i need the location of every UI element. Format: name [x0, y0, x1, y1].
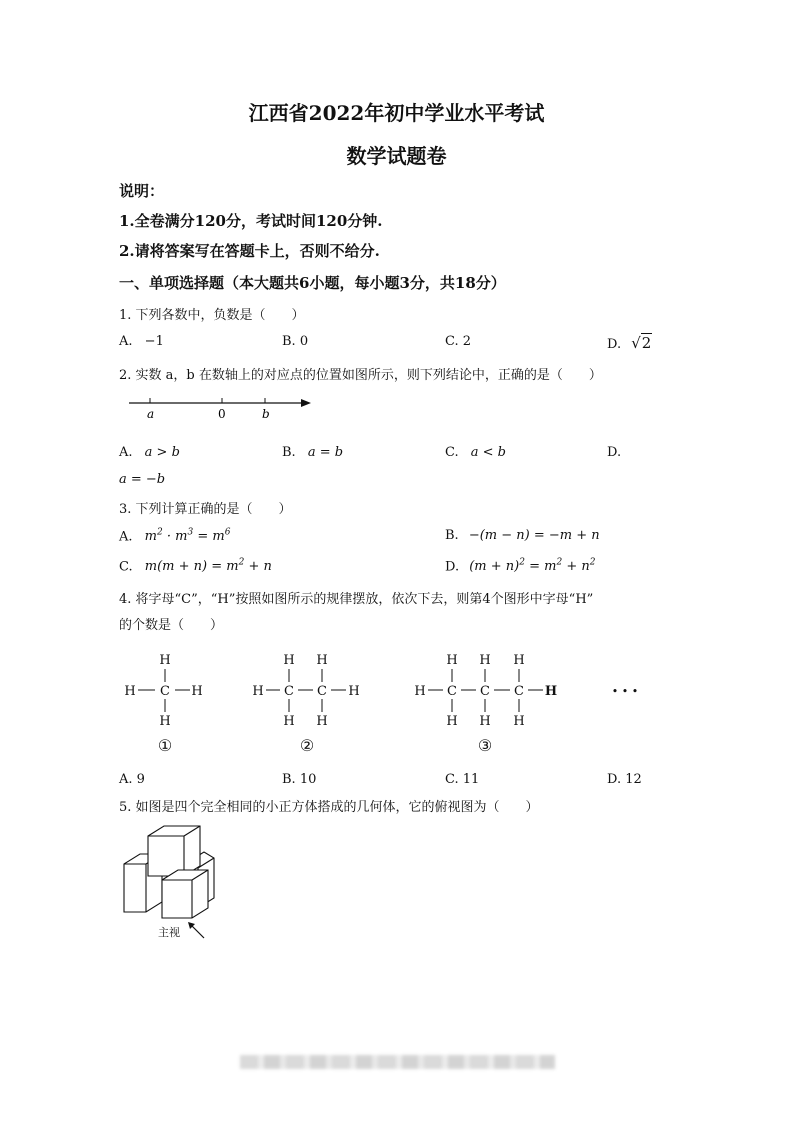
letter-h: H — [513, 714, 525, 729]
option-letter: D. — [607, 337, 622, 352]
q2-option-a — [119, 445, 180, 460]
q1-a-value: −1 — [144, 334, 164, 349]
arrow-icon — [301, 399, 311, 407]
letter-h: H — [446, 653, 458, 668]
molecule-1 — [124, 653, 202, 755]
q2-c-value: a < b — [470, 445, 506, 460]
letter-h: H — [348, 684, 360, 699]
figure-label-3: ③ — [477, 736, 493, 755]
sqrt-icon: √2 — [631, 334, 652, 352]
exam-subtitle: 数学试题卷 — [346, 144, 447, 168]
axis-label-a: a — [147, 407, 155, 421]
molecule-3 — [414, 653, 557, 755]
letter-h: H — [513, 653, 525, 668]
notes-heading: 说明： — [119, 182, 165, 200]
molecule-pattern-figure — [115, 648, 675, 763]
figure-label-1: ① — [157, 736, 173, 755]
q4-stem-line1: 4. 将字母“C”，“H”按照如图所示的规律摆放，依次下去，则第4个图形中字母“H” — [119, 592, 594, 607]
q5-stem: 5. 如图是四个完全相同的小正方体搭成的几何体，它的俯视图为（ ） — [119, 800, 539, 815]
section-heading: 一、单项选择题（本大题共6小题，每小题3分，共18分） — [119, 274, 506, 292]
q3-option-d — [445, 558, 595, 574]
q1-option-b: B. 0 — [282, 334, 309, 349]
ellipsis: • • • — [611, 685, 639, 698]
q1-stem: 1. 下列各数中，负数是（ ） — [119, 308, 305, 323]
letter-h: H — [124, 684, 136, 699]
letter-h: H — [479, 714, 491, 729]
q1-option-a — [119, 334, 164, 349]
letter-h: H — [316, 714, 328, 729]
molecule-2 — [252, 653, 359, 755]
option-letter: C. — [119, 559, 133, 575]
q3-stem: 3. 下列计算正确的是（ ） — [119, 502, 292, 517]
letter-h: H — [544, 684, 558, 699]
option-letter: A. — [119, 445, 133, 460]
q4-option-b: B. 10 — [282, 772, 317, 787]
letter-h: H — [479, 653, 491, 668]
q2-option-c — [445, 445, 506, 460]
letter-h: H — [191, 684, 203, 699]
q3-a-formula: $m^2 \cdot m^3 = m^6$ — [144, 528, 231, 545]
exam-title: 江西省2022年初中学业水平考试 — [248, 101, 545, 125]
option-letter: A. — [119, 529, 133, 545]
letter-h: H — [316, 653, 328, 668]
q2-b-value: a = b — [307, 445, 344, 460]
option-letter: B. — [282, 445, 296, 460]
q3-option-a — [119, 528, 230, 544]
letter-c: C — [447, 684, 457, 699]
axis-label-zero: 0 — [218, 407, 226, 421]
letter-h: H — [159, 653, 171, 668]
q1-d-value: 2 — [641, 334, 652, 352]
letter-c: C — [160, 684, 170, 699]
letter-h: H — [159, 714, 171, 729]
q1-option-d — [607, 334, 652, 352]
q3-c-formula: $m(m + n) = m^2 + n$ — [144, 558, 272, 575]
cube-stack-figure — [118, 822, 228, 947]
letter-c: C — [284, 684, 294, 699]
letter-c: C — [480, 684, 490, 699]
note-2: 2.请将答案写在答题卡上，否则不给分. — [119, 242, 380, 260]
q3-d-formula: $(m + n)^2 = m^2 + n^2$ — [469, 558, 596, 575]
q2-d-value: a = −b — [119, 472, 166, 487]
option-letter: A. — [119, 334, 133, 349]
letter-c: C — [514, 684, 524, 699]
axis-label-b: b — [262, 407, 270, 421]
blurred-watermark — [240, 1055, 555, 1069]
letter-h: H — [414, 684, 426, 699]
q3-option-c — [119, 558, 272, 574]
q2-option-b — [282, 445, 343, 460]
q4-stem-line2: 的个数是（ ） — [119, 618, 224, 633]
view-label: 主视 — [158, 926, 180, 939]
letter-c: C — [317, 684, 327, 699]
letter-h: H — [283, 653, 295, 668]
q3-option-b — [445, 528, 600, 543]
q4-option-d: D. 12 — [607, 772, 642, 787]
q2-stem: 2. 实数 a，b 在数轴上的对应点的位置如图所示，则下列结论中，正确的是（ ） — [119, 368, 602, 383]
q4-option-a: A. 9 — [119, 772, 145, 787]
q4-option-c: C. 11 — [445, 772, 480, 787]
q3-b-value: −(m − n) = −m + n — [468, 528, 600, 543]
q1-option-c: C. 2 — [445, 334, 472, 349]
option-letter: D. — [445, 559, 460, 575]
letter-h: H — [283, 714, 295, 729]
number-line-figure — [125, 393, 315, 423]
option-letter: B. — [445, 528, 459, 543]
figure-label-2: ② — [299, 736, 315, 755]
letter-h: H — [252, 684, 264, 699]
letter-h: H — [446, 714, 458, 729]
q2-option-d: D. — [607, 445, 622, 460]
option-letter: C. — [445, 445, 459, 460]
q2-a-value: a > b — [144, 445, 180, 460]
note-1: 1.全卷满分120分，考试时间120分钟. — [119, 212, 383, 230]
